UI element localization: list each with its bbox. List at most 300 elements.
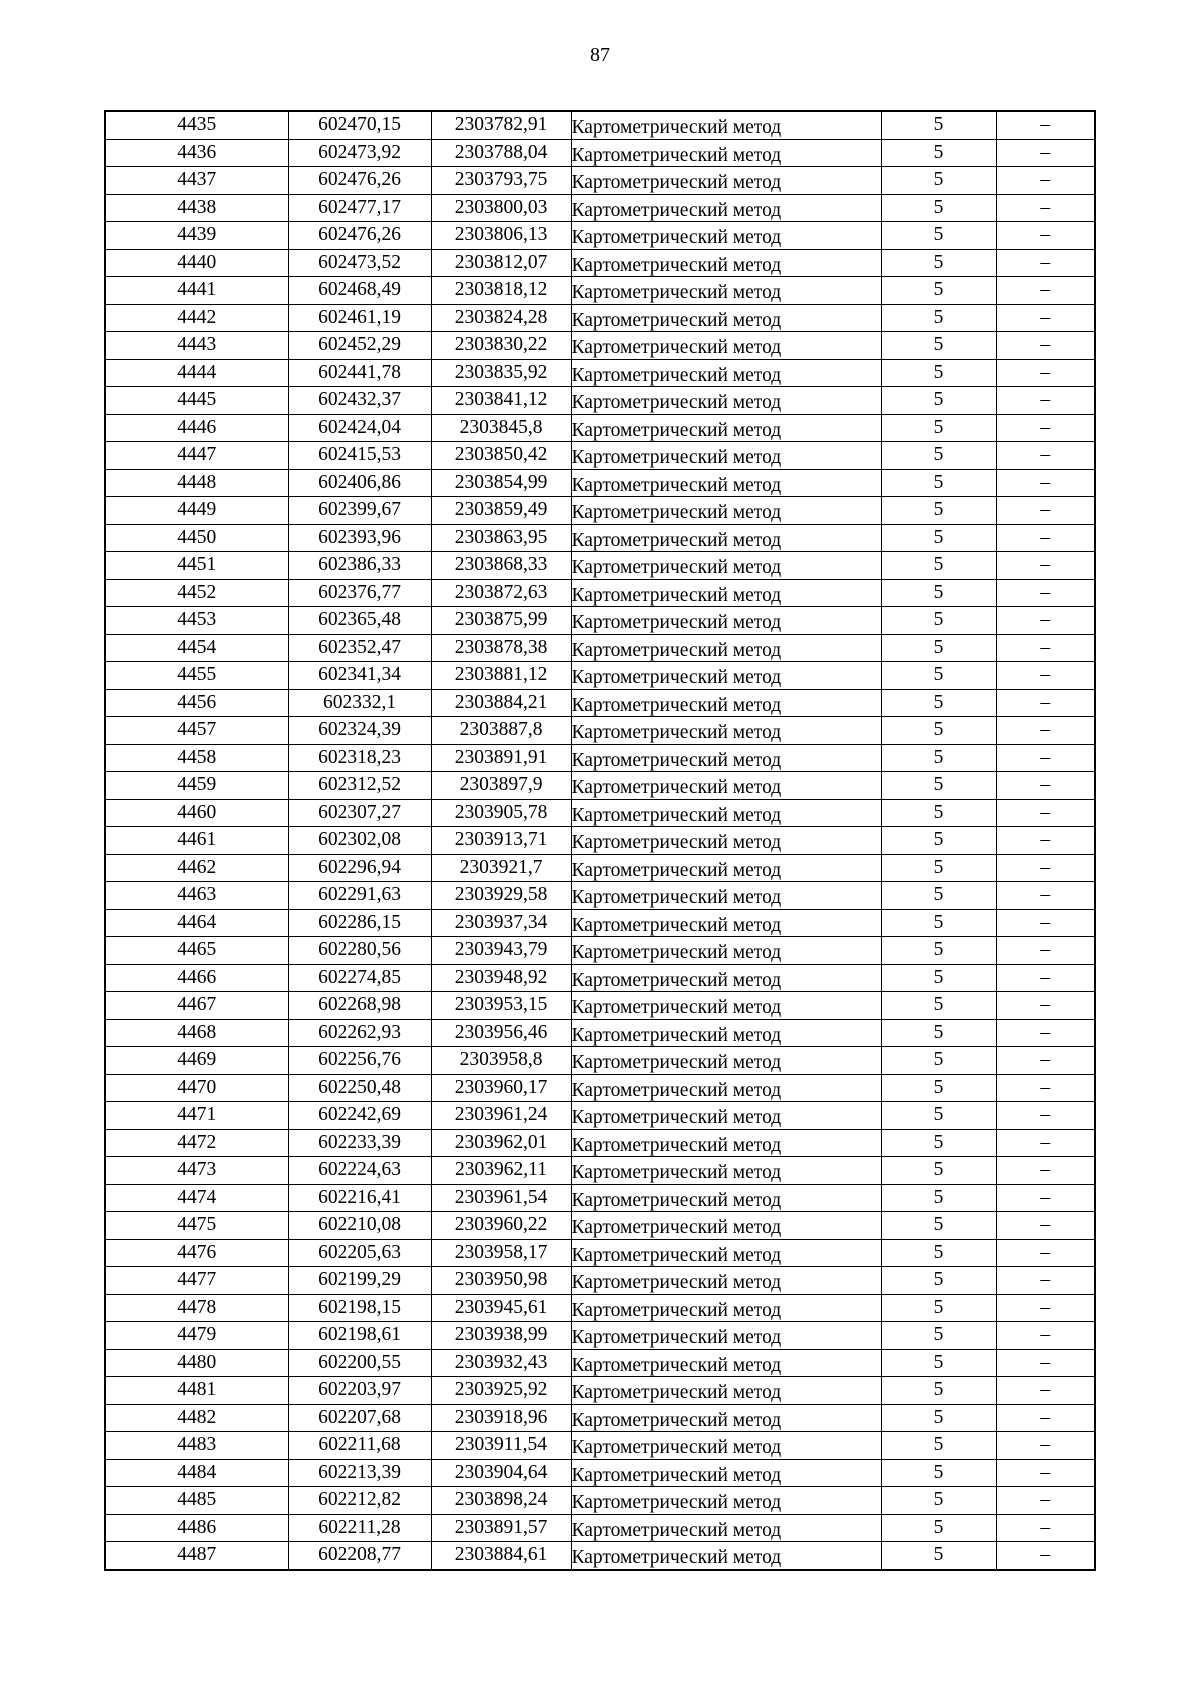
accuracy-cell: 5 [881,1184,996,1212]
method-text: Картометрический метод [571,1244,782,1266]
table-row [105,332,1095,360]
table-row [105,304,1095,332]
note-cell: – [996,1074,1095,1102]
accuracy-cell: 5 [881,1404,996,1432]
method-cell [571,744,881,772]
y-coordinate-cell: 2303830,22 [431,332,571,360]
method-text: Картометрический метод [571,1217,782,1239]
y-coordinate-cell: 2303918,96 [431,1404,571,1432]
accuracy-cell: 5 [881,1377,996,1405]
accuracy-cell: 5 [881,1157,996,1185]
method-text: Картометрический метод [571,419,782,441]
method-text: Картометрический метод [571,1052,782,1074]
accuracy-cell: 5 [881,937,996,965]
point-number-cell: 4476 [105,1239,288,1267]
accuracy-cell: 5 [881,497,996,525]
accuracy-cell: 5 [881,1542,996,1570]
table-row [105,469,1095,497]
accuracy-cell: 5 [881,1019,996,1047]
table-row [105,1267,1095,1295]
point-number-cell: 4470 [105,1074,288,1102]
x-coordinate-cell: 602341,34 [288,662,431,690]
note-cell: – [996,1157,1095,1185]
point-number-cell: 4486 [105,1514,288,1542]
x-coordinate-cell: 602286,15 [288,909,431,937]
point-number-cell: 4480 [105,1349,288,1377]
accuracy-cell: 5 [881,579,996,607]
accuracy-cell: 5 [881,1514,996,1542]
table-row [105,1404,1095,1432]
y-coordinate-cell: 2303956,46 [431,1019,571,1047]
y-coordinate-cell: 2303898,24 [431,1487,571,1515]
x-coordinate-cell: 602280,56 [288,937,431,965]
table-row [105,854,1095,882]
x-coordinate-cell: 602470,15 [288,111,431,139]
y-coordinate-cell: 2303938,99 [431,1322,571,1350]
x-coordinate-cell: 602205,63 [288,1239,431,1267]
method-text: Картометрический метод [571,777,782,799]
y-coordinate-cell: 2303962,01 [431,1129,571,1157]
y-coordinate-cell: 2303962,11 [431,1157,571,1185]
accuracy-cell: 5 [881,359,996,387]
point-number-cell: 4477 [105,1267,288,1295]
y-coordinate-cell: 2303897,9 [431,772,571,800]
y-coordinate-cell: 2303872,63 [431,579,571,607]
accuracy-cell: 5 [881,552,996,580]
note-cell: – [996,607,1095,635]
table-row [105,717,1095,745]
table-row [105,1377,1095,1405]
point-number-cell: 4435 [105,111,288,139]
y-coordinate-cell: 2303913,71 [431,827,571,855]
method-text: Картометрический метод [571,1547,782,1569]
point-number-cell: 4449 [105,497,288,525]
x-coordinate-cell: 602424,04 [288,414,431,442]
note-cell: – [996,909,1095,937]
method-text: Картометрический метод [571,1079,782,1101]
x-coordinate-cell: 602250,48 [288,1074,431,1102]
method-text: Картометрический метод [571,1409,782,1431]
table-row [105,744,1095,772]
table-row [105,662,1095,690]
accuracy-cell: 5 [881,111,996,139]
y-coordinate-cell: 2303841,12 [431,387,571,415]
x-coordinate-cell: 602332,1 [288,689,431,717]
method-text: Картометрический метод [571,804,782,826]
y-coordinate-cell: 2303948,92 [431,964,571,992]
y-coordinate-cell: 2303937,34 [431,909,571,937]
x-coordinate-cell: 602211,28 [288,1514,431,1542]
x-coordinate-cell: 602213,39 [288,1459,431,1487]
note-cell: – [996,854,1095,882]
x-coordinate-cell: 602307,27 [288,799,431,827]
method-cell [571,1322,881,1350]
method-cell [571,689,881,717]
method-text: Картометрический метод [571,227,782,249]
method-text: Картометрический метод [571,887,782,909]
x-coordinate-cell: 602216,41 [288,1184,431,1212]
point-number-cell: 4478 [105,1294,288,1322]
table-row [105,139,1095,167]
table-row [105,1157,1095,1185]
point-number-cell: 4448 [105,469,288,497]
x-coordinate-cell: 602200,55 [288,1349,431,1377]
point-number-cell: 4484 [105,1459,288,1487]
y-coordinate-cell: 2303868,33 [431,552,571,580]
point-number-cell: 4456 [105,689,288,717]
method-text: Картометрический метод [571,1519,782,1541]
accuracy-cell: 5 [881,689,996,717]
x-coordinate-cell: 602461,19 [288,304,431,332]
table-row [105,1322,1095,1350]
point-number-cell: 4441 [105,277,288,305]
note-cell: – [996,1129,1095,1157]
accuracy-cell: 5 [881,772,996,800]
x-coordinate-cell: 602291,63 [288,882,431,910]
point-number-cell: 4454 [105,634,288,662]
point-number-cell: 4474 [105,1184,288,1212]
coordinates-table [104,110,1096,1571]
point-number-cell: 4459 [105,772,288,800]
table-row [105,552,1095,580]
point-number-cell: 4446 [105,414,288,442]
y-coordinate-cell: 2303818,12 [431,277,571,305]
method-cell [571,827,881,855]
accuracy-cell: 5 [881,249,996,277]
table-row [105,524,1095,552]
x-coordinate-cell: 602312,52 [288,772,431,800]
point-number-cell: 4447 [105,442,288,470]
note-cell: – [996,689,1095,717]
accuracy-cell: 5 [881,1349,996,1377]
y-coordinate-cell: 2303854,99 [431,469,571,497]
point-number-cell: 4462 [105,854,288,882]
table-row [105,772,1095,800]
y-coordinate-cell: 2303850,42 [431,442,571,470]
point-number-cell: 4482 [105,1404,288,1432]
point-number-cell: 4439 [105,222,288,250]
y-coordinate-cell: 2303911,54 [431,1432,571,1460]
table-row [105,1487,1095,1515]
method-text: Картометрический метод [571,667,782,689]
accuracy-cell: 5 [881,167,996,195]
method-cell [571,222,881,250]
point-number-cell: 4468 [105,1019,288,1047]
point-number-cell: 4450 [105,524,288,552]
y-coordinate-cell: 2303835,92 [431,359,571,387]
method-text: Картометрический метод [571,749,782,771]
method-cell [571,469,881,497]
note-cell: – [996,1459,1095,1487]
x-coordinate-cell: 602476,26 [288,222,431,250]
table-row [105,689,1095,717]
y-coordinate-cell: 2303891,91 [431,744,571,772]
method-cell [571,1349,881,1377]
method-cell [571,1404,881,1432]
method-cell [571,882,881,910]
accuracy-cell: 5 [881,1322,996,1350]
accuracy-cell: 5 [881,854,996,882]
method-cell [571,579,881,607]
method-cell [571,854,881,882]
method-text: Картометрический метод [571,942,782,964]
note-cell: – [996,332,1095,360]
note-cell: – [996,249,1095,277]
method-text: Картометрический метод [571,1327,782,1349]
method-text: Картометрический метод [571,722,782,744]
y-coordinate-cell: 2303806,13 [431,222,571,250]
note-cell: – [996,1019,1095,1047]
method-text: Картометрический метод [571,694,782,716]
method-cell [571,1487,881,1515]
method-text: Картометрический метод [571,1272,782,1294]
note-cell: – [996,1047,1095,1075]
x-coordinate-cell: 602406,86 [288,469,431,497]
method-text: Картометрический метод [571,1162,782,1184]
accuracy-cell: 5 [881,1267,996,1295]
method-cell [571,139,881,167]
table-row [105,111,1095,139]
y-coordinate-cell: 2303881,12 [431,662,571,690]
method-text: Картометрический метод [571,612,782,634]
x-coordinate-cell: 602242,69 [288,1102,431,1130]
accuracy-cell: 5 [881,222,996,250]
note-cell: – [996,1542,1095,1570]
table-row [105,1212,1095,1240]
accuracy-cell: 5 [881,634,996,662]
accuracy-cell: 5 [881,1487,996,1515]
table-row [105,1184,1095,1212]
note-cell: – [996,937,1095,965]
note-cell: – [996,414,1095,442]
x-coordinate-cell: 602441,78 [288,359,431,387]
accuracy-cell: 5 [881,1459,996,1487]
point-number-cell: 4465 [105,937,288,965]
note-cell: – [996,634,1095,662]
accuracy-cell: 5 [881,799,996,827]
method-cell [571,249,881,277]
table-row [105,1459,1095,1487]
note-cell: – [996,579,1095,607]
note-cell: – [996,552,1095,580]
note-cell: – [996,827,1095,855]
accuracy-cell: 5 [881,469,996,497]
note-cell: – [996,222,1095,250]
method-text: Картометрический метод [571,914,782,936]
point-number-cell: 4483 [105,1432,288,1460]
table-row [105,1129,1095,1157]
y-coordinate-cell: 2303824,28 [431,304,571,332]
method-cell [571,442,881,470]
point-number-cell: 4437 [105,167,288,195]
note-cell: – [996,139,1095,167]
table-row [105,442,1095,470]
method-text: Картометрический метод [571,172,782,194]
method-cell [571,497,881,525]
x-coordinate-cell: 602376,77 [288,579,431,607]
method-text: Картометрический метод [571,639,782,661]
method-text: Картометрический метод [571,392,782,414]
table-row [105,497,1095,525]
accuracy-cell: 5 [881,1102,996,1130]
y-coordinate-cell: 2303904,64 [431,1459,571,1487]
method-text: Картометрический метод [571,859,782,881]
table-row [105,607,1095,635]
y-coordinate-cell: 2303905,78 [431,799,571,827]
y-coordinate-cell: 2303950,98 [431,1267,571,1295]
x-coordinate-cell: 602199,29 [288,1267,431,1295]
point-number-cell: 4463 [105,882,288,910]
x-coordinate-cell: 602318,23 [288,744,431,772]
accuracy-cell: 5 [881,139,996,167]
point-number-cell: 4452 [105,579,288,607]
method-cell [571,1157,881,1185]
note-cell: – [996,167,1095,195]
table-row [105,579,1095,607]
point-number-cell: 4438 [105,194,288,222]
point-number-cell: 4436 [105,139,288,167]
note-cell: – [996,1294,1095,1322]
method-cell [571,387,881,415]
method-text: Картометрический метод [571,969,782,991]
method-text: Картометрический метод [571,1492,782,1514]
note-cell: – [996,1349,1095,1377]
y-coordinate-cell: 2303800,03 [431,194,571,222]
table-row [105,992,1095,1020]
method-text: Картометрический метод [571,1354,782,1376]
x-coordinate-cell: 602302,08 [288,827,431,855]
note-cell: – [996,744,1095,772]
y-coordinate-cell: 2303812,07 [431,249,571,277]
table-row [105,1432,1095,1460]
method-cell [571,992,881,1020]
x-coordinate-cell: 602207,68 [288,1404,431,1432]
point-number-cell: 4467 [105,992,288,1020]
point-number-cell: 4445 [105,387,288,415]
note-cell: – [996,277,1095,305]
y-coordinate-cell: 2303845,8 [431,414,571,442]
method-cell [571,1129,881,1157]
y-coordinate-cell: 2303878,38 [431,634,571,662]
method-cell [571,717,881,745]
x-coordinate-cell: 602262,93 [288,1019,431,1047]
x-coordinate-cell: 602212,82 [288,1487,431,1515]
point-number-cell: 4442 [105,304,288,332]
point-number-cell: 4461 [105,827,288,855]
point-number-cell: 4466 [105,964,288,992]
method-text: Картометрический метод [571,557,782,579]
method-cell [571,1267,881,1295]
method-text: Картометрический метод [571,529,782,551]
method-text: Картометрический метод [571,199,782,221]
note-cell: – [996,1267,1095,1295]
accuracy-cell: 5 [881,744,996,772]
method-cell [571,167,881,195]
note-cell: – [996,1184,1095,1212]
accuracy-cell: 5 [881,304,996,332]
method-text: Картометрический метод [571,364,782,386]
method-text: Картометрический метод [571,1437,782,1459]
note-cell: – [996,662,1095,690]
method-cell [571,1074,881,1102]
method-text: Картометрический метод [571,474,782,496]
table-row [105,1239,1095,1267]
point-number-cell: 4475 [105,1212,288,1240]
method-cell [571,304,881,332]
table-row [105,222,1095,250]
x-coordinate-cell: 602256,76 [288,1047,431,1075]
note-cell: – [996,387,1095,415]
point-number-cell: 4453 [105,607,288,635]
y-coordinate-cell: 2303945,61 [431,1294,571,1322]
note-cell: – [996,717,1095,745]
x-coordinate-cell: 602399,67 [288,497,431,525]
method-text: Картометрический метод [571,1299,782,1321]
y-coordinate-cell: 2303943,79 [431,937,571,965]
method-cell [571,1019,881,1047]
x-coordinate-cell: 602473,52 [288,249,431,277]
accuracy-cell: 5 [881,1129,996,1157]
table-row [105,1542,1095,1570]
method-cell [571,634,881,662]
y-coordinate-cell: 2303782,91 [431,111,571,139]
note-cell: – [996,442,1095,470]
x-coordinate-cell: 602352,47 [288,634,431,662]
accuracy-cell: 5 [881,332,996,360]
method-cell [571,1047,881,1075]
point-number-cell: 4444 [105,359,288,387]
method-text: Картометрический метод [571,117,782,139]
note-cell: – [996,1212,1095,1240]
x-coordinate-cell: 602365,48 [288,607,431,635]
table-row [105,277,1095,305]
note-cell: – [996,469,1095,497]
method-text: Картометрический метод [571,1134,782,1156]
point-number-cell: 4464 [105,909,288,937]
note-cell: – [996,111,1095,139]
accuracy-cell: 5 [881,1074,996,1102]
point-number-cell: 4487 [105,1542,288,1570]
x-coordinate-cell: 602208,77 [288,1542,431,1570]
accuracy-cell: 5 [881,1432,996,1460]
method-cell [571,1212,881,1240]
method-text: Картометрический метод [571,144,782,166]
method-text: Картометрический метод [571,502,782,524]
table-row [105,937,1095,965]
method-text: Картометрический метод [571,1107,782,1129]
accuracy-cell: 5 [881,607,996,635]
y-coordinate-cell: 2303884,61 [431,1542,571,1570]
table-row [105,1047,1095,1075]
y-coordinate-cell: 2303953,15 [431,992,571,1020]
method-text: Картометрический метод [571,447,782,469]
method-text: Картометрический метод [571,1189,782,1211]
y-coordinate-cell: 2303891,57 [431,1514,571,1542]
point-number-cell: 4443 [105,332,288,360]
table-row [105,1514,1095,1542]
method-cell [571,607,881,635]
x-coordinate-cell: 602296,94 [288,854,431,882]
note-cell: – [996,1102,1095,1130]
accuracy-cell: 5 [881,1239,996,1267]
method-text: Картометрический метод [571,997,782,1019]
method-cell [571,772,881,800]
table-row [105,387,1095,415]
note-cell: – [996,359,1095,387]
table-row [105,1019,1095,1047]
accuracy-cell: 5 [881,909,996,937]
y-coordinate-cell: 2303875,99 [431,607,571,635]
